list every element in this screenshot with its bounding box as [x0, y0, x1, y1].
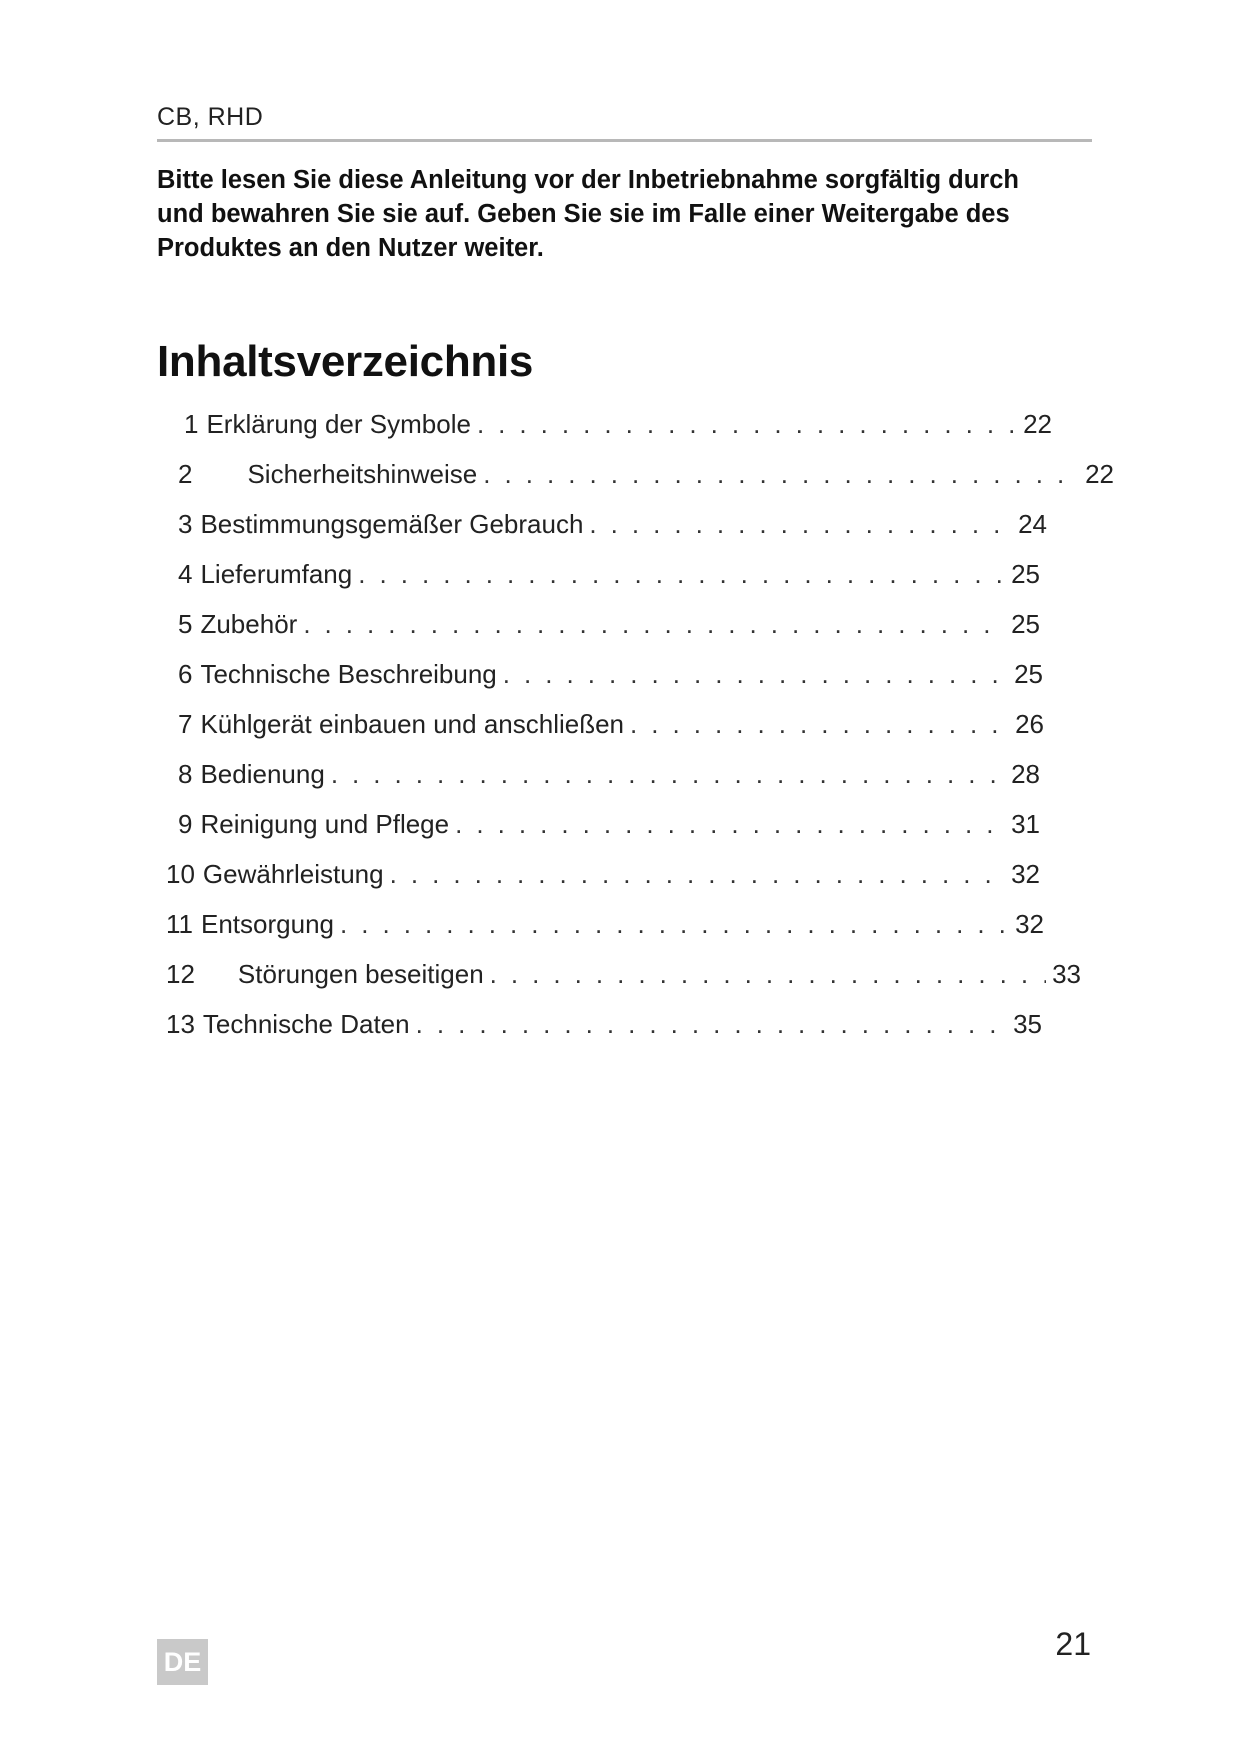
toc-dot-leader: [303, 607, 1005, 641]
toc-entry-page: 25: [1014, 659, 1043, 689]
toc-entry-title: Technische Beschreibung: [200, 659, 497, 689]
toc-entry-page: 26: [1015, 709, 1044, 739]
toc-entry-number: 3: [178, 509, 193, 539]
toc-entry-title: Erklärung der Symbole: [206, 409, 471, 439]
toc-entry-number: 9: [178, 809, 193, 839]
toc-entry-page: 22: [1085, 459, 1114, 489]
toc-entry-title: Gewährleistung: [202, 859, 384, 889]
toc-entry-number: 6: [178, 659, 193, 689]
toc-entry-number: 13: [166, 1009, 195, 1039]
toc-dot-leader: [340, 907, 1009, 941]
toc-entry-number: 11: [166, 909, 193, 939]
toc-entry-title: Störungen beseitigen: [237, 959, 484, 989]
toc-entry-number: 5: [178, 609, 193, 639]
toc-entry-number: 12: [166, 959, 195, 989]
toc-entry[interactable]: [178, 757, 1040, 791]
toc-entry[interactable]: [166, 907, 1044, 941]
toc-entry-page: 31: [1011, 809, 1040, 839]
toc-entry[interactable]: [178, 707, 1044, 741]
toc-dot-leader: [589, 507, 1012, 541]
toc-entry-page: 25: [1011, 559, 1040, 589]
intro-notice: [157, 163, 1092, 265]
toc-entry-number: 8: [178, 759, 193, 789]
toc-entry[interactable]: [178, 457, 1114, 491]
toc-dot-leader: [331, 757, 1005, 791]
toc-entry[interactable]: [178, 607, 1040, 641]
toc-dot-leader: [390, 857, 1006, 891]
header-divider: [157, 139, 1092, 142]
toc-entry[interactable]: [178, 807, 1040, 841]
toc-entry[interactable]: [166, 957, 1081, 991]
toc-entry-page: 33: [1052, 959, 1081, 989]
language-badge: DE: [157, 1639, 208, 1685]
toc-entry[interactable]: [178, 657, 1043, 691]
toc-dot-leader: [483, 457, 1079, 491]
intro-line: Bitte lesen Sie diese Anleitung vor der Inbetriebnahme sorgfältig durch: [157, 166, 1019, 194]
toc-dot-leader: [358, 557, 1005, 591]
intro-line: Produktes an den Nutzer weiter.: [157, 234, 544, 262]
toc-dot-leader: [490, 957, 1046, 991]
toc-entry-page: 32: [1011, 859, 1040, 889]
toc-entry-number: 10: [166, 859, 195, 889]
toc-entry-page: 25: [1011, 609, 1040, 639]
toc-entry[interactable]: [184, 407, 1052, 441]
toc-entry-title: Zubehör: [200, 609, 298, 639]
toc-entry-title: Technische Daten: [202, 1009, 410, 1039]
toc-entry-title: Bedienung: [200, 759, 325, 789]
toc-entry-page: 32: [1015, 909, 1044, 939]
toc-entry-title: Bestimmungsgemäßer Gebrauch: [200, 509, 584, 539]
toc-dot-leader: [503, 657, 1008, 691]
toc-entry-number: 1: [184, 409, 199, 439]
toc-entry[interactable]: [178, 507, 1047, 541]
toc-entry-page: 24: [1018, 509, 1047, 539]
intro-line: und bewahren Sie sie auf. Geben Sie sie im Falle einer Weitergabe des: [157, 200, 1010, 228]
toc-entry-page: 22: [1023, 409, 1052, 439]
toc-entry-title: Kühlgerät einbauen und anschließen: [200, 709, 625, 739]
toc-dot-leader: [477, 407, 1017, 441]
toc-dot-leader: [630, 707, 1009, 741]
toc-entry-number: 2: [178, 459, 193, 489]
toc-entry-page: 35: [1013, 1009, 1042, 1039]
toc-entry-title: Entsorgung: [201, 909, 334, 939]
toc-title: Inhaltsverzeichnis: [157, 337, 534, 386]
toc-entry[interactable]: [166, 1007, 1042, 1041]
toc-entry-number: 4: [178, 559, 193, 589]
document-header-label: CB, RHD: [157, 103, 264, 131]
toc-entry-title: Reinigung und Pflege: [200, 809, 450, 839]
toc-entry-title: Sicherheitshinweise: [247, 459, 478, 489]
toc-entry-page: 28: [1011, 759, 1040, 789]
toc-dot-leader: [416, 1007, 1007, 1041]
toc-entry[interactable]: [166, 857, 1040, 891]
toc-entry-title: Lieferumfang: [200, 559, 353, 589]
toc-entry-number: 7: [178, 709, 193, 739]
toc-entry[interactable]: [178, 557, 1040, 591]
toc-dot-leader: [455, 807, 1005, 841]
page-number: 21: [1055, 1626, 1091, 1662]
